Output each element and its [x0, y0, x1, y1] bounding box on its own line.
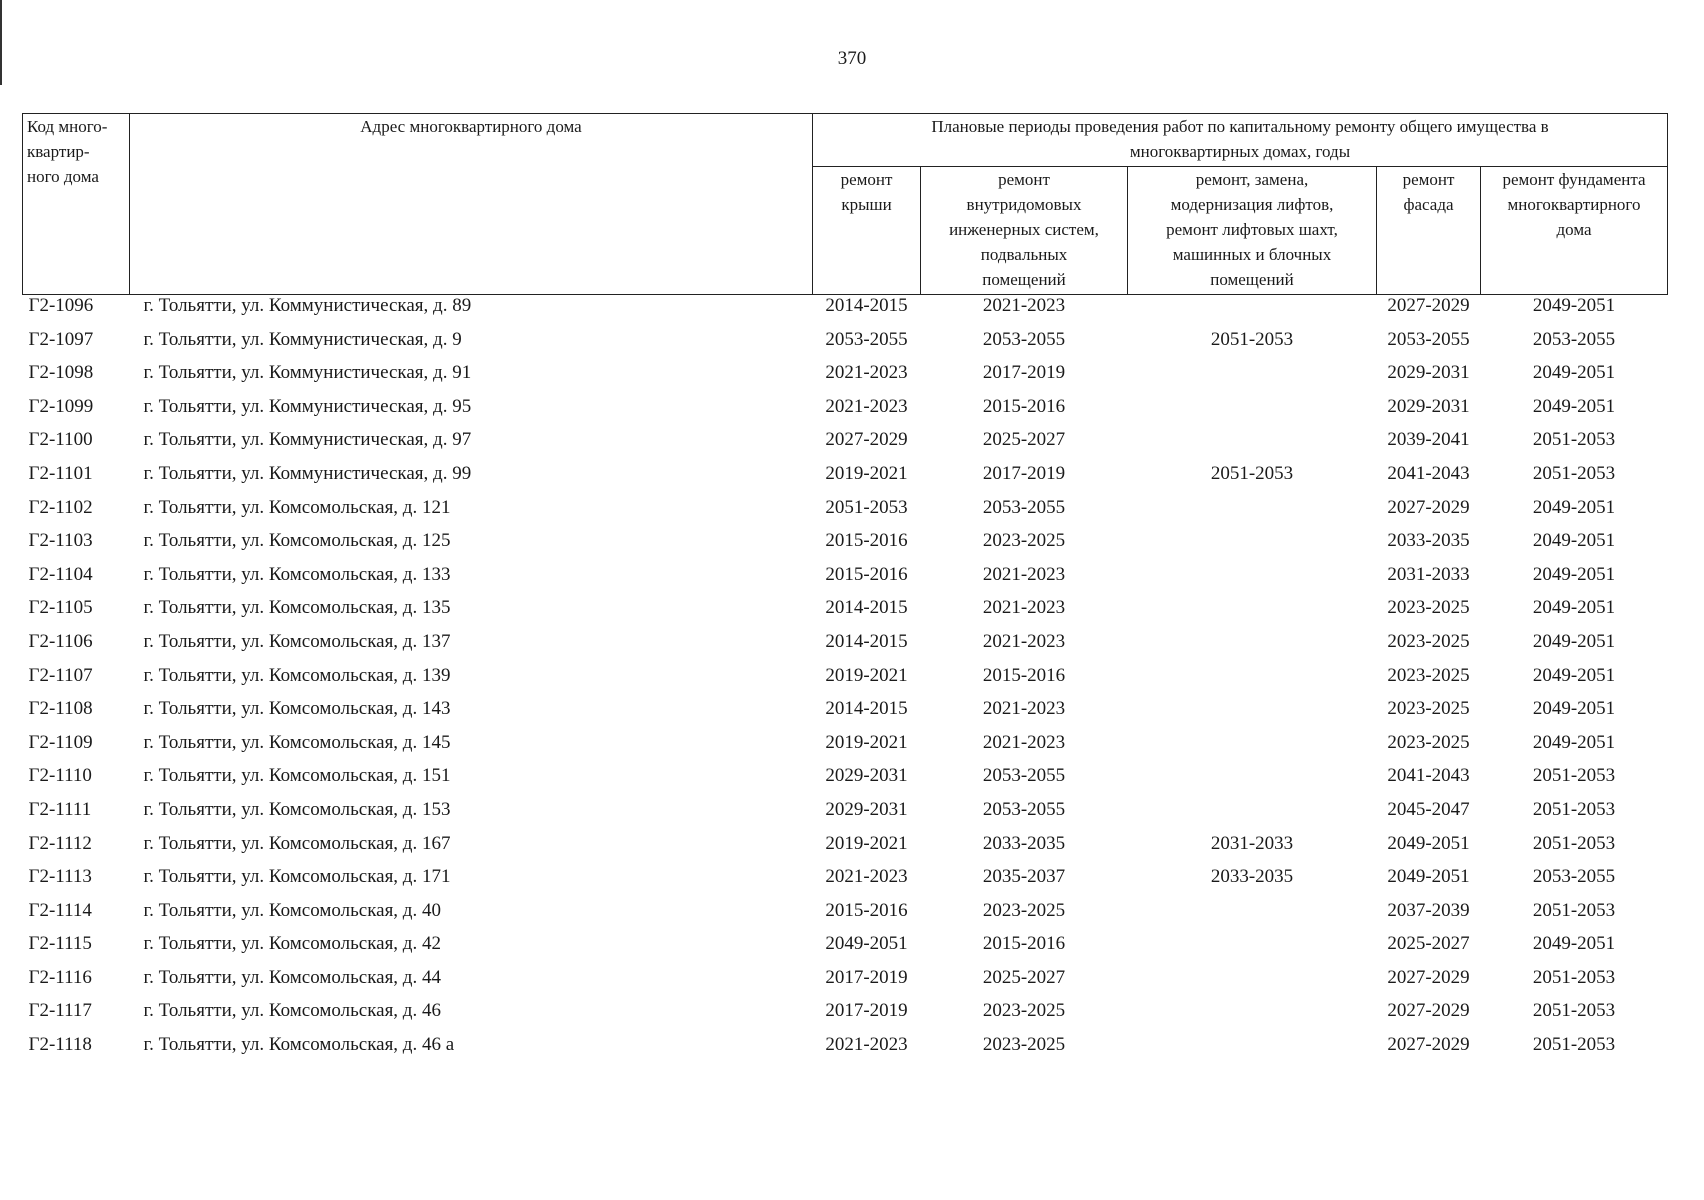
cell-code: Г2-1099 [28, 395, 94, 417]
cell-code: Г2-1100 [28, 429, 93, 451]
cell-roof: 2021-2023 [825, 395, 908, 417]
cell-foundation: 2053-2055 [1532, 866, 1616, 888]
cell-address: г. Тольятти, ул. Комсомольская, д. 46 а [143, 1034, 455, 1056]
cell-facade: 2053-2055 [1387, 328, 1470, 350]
cell-elevators [1128, 429, 1377, 463]
cell-engineering: 2025-2027 [982, 966, 1066, 988]
cell-address: г. Тольятти, ул. Коммунистическая, д. 91 [143, 362, 472, 384]
header-facade: ремонт фасада [1377, 167, 1481, 295]
cell-engineering: 2021-2023 [982, 597, 1066, 619]
table-row [23, 362, 1668, 396]
cell-roof: 2015-2016 [825, 530, 908, 552]
cell-address: г. Тольятти, ул. Комсомольская, д. 40 [143, 899, 441, 921]
cell-elevators [1128, 631, 1377, 665]
cell-code: Г2-1101 [28, 462, 93, 484]
cell-engineering: 2053-2055 [982, 798, 1066, 820]
cell-foundation: 2049-2051 [1532, 362, 1616, 384]
cell-facade: 2029-2031 [1387, 395, 1470, 417]
table-row [23, 765, 1668, 799]
cell-roof: 2019-2021 [825, 664, 908, 686]
cell-address: г. Тольятти, ул. Комсомольская, д. 133 [143, 563, 451, 585]
cell-elevators: 2033-2035 [1210, 866, 1294, 888]
cell-address: г. Тольятти, ул. Комсомольская, д. 153 [143, 798, 451, 820]
cell-foundation: 2049-2051 [1532, 664, 1616, 686]
cell-roof: 2014-2015 [825, 698, 908, 720]
table-row [23, 698, 1668, 732]
cell-foundation: 2051-2053 [1532, 899, 1616, 921]
cell-facade: 2023-2025 [1387, 664, 1470, 686]
cell-address: г. Тольятти, ул. Комсомольская, д. 125 [143, 530, 451, 552]
cell-foundation: 2049-2051 [1532, 496, 1616, 518]
cell-code: Г2-1111 [28, 798, 92, 820]
cell-elevators [1128, 799, 1377, 833]
cell-code: Г2-1117 [28, 1000, 92, 1022]
cell-engineering: 2023-2025 [982, 530, 1066, 552]
cell-roof: 2017-2019 [825, 966, 908, 988]
cell-engineering: 2053-2055 [982, 328, 1066, 350]
cell-roof: 2021-2023 [825, 1034, 908, 1056]
table-row [23, 631, 1668, 665]
cell-foundation: 2051-2053 [1532, 765, 1616, 787]
cell-elevators [1128, 1034, 1377, 1068]
cell-elevators: 2031-2033 [1210, 832, 1294, 854]
cell-facade: 2039-2041 [1387, 429, 1470, 451]
cell-facade: 2045-2047 [1387, 798, 1470, 820]
cell-address: г. Тольятти, ул. Коммунистическая, д. 89 [143, 295, 472, 316]
cell-engineering: 2023-2025 [982, 899, 1066, 921]
cell-foundation: 2051-2053 [1532, 1034, 1616, 1056]
cell-code: Г2-1102 [28, 496, 93, 518]
table-row [23, 497, 1668, 531]
cell-elevators [1128, 698, 1377, 732]
cell-elevators [1128, 933, 1377, 967]
cell-engineering: 2023-2025 [982, 1000, 1066, 1022]
cell-foundation: 2049-2051 [1532, 933, 1616, 955]
table-row [23, 967, 1668, 1001]
table-header [23, 114, 1668, 295]
table-row [23, 463, 1668, 497]
cell-engineering: 2015-2016 [982, 933, 1066, 955]
cell-roof: 2049-2051 [825, 933, 908, 955]
cell-code: Г2-1110 [28, 765, 92, 787]
cell-roof: 2014-2015 [825, 295, 908, 316]
cell-facade: 2033-2035 [1387, 530, 1470, 552]
cell-facade: 2041-2043 [1387, 462, 1470, 484]
cell-address: г. Тольятти, ул. Коммунистическая, д. 97 [143, 429, 472, 451]
header-roof: ремонт крыши [813, 167, 921, 295]
cell-foundation: 2051-2053 [1532, 1000, 1616, 1022]
table-row [23, 329, 1668, 363]
cell-facade: 2025-2027 [1387, 933, 1470, 955]
header-code: Код много- квартир- ного дома [23, 114, 130, 295]
cell-elevators [1128, 732, 1377, 766]
cell-address: г. Тольятти, ул. Комсомольская, д. 46 [143, 1000, 441, 1022]
cell-engineering: 2021-2023 [982, 698, 1066, 720]
cell-foundation: 2049-2051 [1532, 530, 1616, 552]
cell-engineering: 2015-2016 [982, 664, 1066, 686]
cell-engineering: 2021-2023 [982, 295, 1066, 316]
cell-elevators: 2051-2053 [1210, 328, 1294, 350]
cell-facade: 2049-2051 [1387, 866, 1470, 888]
header-address: Адрес многоквартирного дома [130, 114, 813, 295]
header-engineering: ремонт внутридомовых инженерных систем, подвальных помещений [921, 167, 1128, 295]
cell-elevators [1128, 1000, 1377, 1034]
cell-code: Г2-1112 [28, 832, 92, 854]
capital-repair-schedule-table [22, 113, 1668, 1068]
cell-facade: 2049-2051 [1387, 832, 1470, 854]
cell-foundation: 2051-2053 [1532, 832, 1616, 854]
cell-elevators [1128, 530, 1377, 564]
table-row [23, 1000, 1668, 1034]
cell-elevators [1128, 564, 1377, 598]
cell-facade: 2027-2029 [1387, 1000, 1470, 1022]
cell-foundation: 2051-2053 [1532, 966, 1616, 988]
cell-elevators [1128, 967, 1377, 1001]
table-row [23, 564, 1668, 598]
cell-facade: 2041-2043 [1387, 765, 1470, 787]
cell-facade: 2027-2029 [1387, 295, 1470, 316]
cell-facade: 2027-2029 [1387, 966, 1470, 988]
cell-address: г. Тольятти, ул. Комсомольская, д. 143 [143, 698, 451, 720]
cell-elevators [1128, 900, 1377, 934]
cell-facade: 2031-2033 [1387, 563, 1470, 585]
table-row [23, 732, 1668, 766]
cell-engineering: 2023-2025 [982, 1034, 1066, 1056]
cell-code: Г2-1113 [28, 866, 92, 888]
cell-facade: 2023-2025 [1387, 597, 1470, 619]
table-row [23, 933, 1668, 967]
table-row [23, 1034, 1668, 1068]
cell-code: Г2-1114 [28, 899, 92, 921]
cell-code: Г2-1115 [28, 933, 92, 955]
cell-elevators [1128, 597, 1377, 631]
cell-elevators [1128, 362, 1377, 396]
cell-roof: 2015-2016 [825, 563, 908, 585]
header-foundation: ремонт фундамента многоквартирного дома [1481, 167, 1668, 295]
cell-address: г. Тольятти, ул. Коммунистическая, д. 95 [143, 395, 472, 417]
cell-elevators [1128, 295, 1377, 329]
cell-code: Г2-1107 [28, 664, 93, 686]
table-row [23, 597, 1668, 631]
table-row [23, 833, 1668, 867]
cell-code: Г2-1118 [28, 1034, 92, 1056]
cell-address: г. Тольятти, ул. Комсомольская, д. 137 [143, 630, 451, 652]
cell-facade: 2027-2029 [1387, 496, 1470, 518]
cell-address: г. Тольятти, ул. Комсомольская, д. 139 [143, 664, 451, 686]
cell-elevators [1128, 396, 1377, 430]
cell-engineering: 2033-2035 [982, 832, 1066, 854]
cell-foundation: 2049-2051 [1532, 630, 1616, 652]
cell-address: г. Тольятти, ул. Комсомольская, д. 44 [143, 966, 441, 988]
table-row [23, 799, 1668, 833]
table-row [23, 900, 1668, 934]
table-row [23, 530, 1668, 564]
cell-foundation: 2051-2053 [1532, 462, 1616, 484]
cell-facade: 2029-2031 [1387, 362, 1470, 384]
cell-facade: 2023-2025 [1387, 630, 1470, 652]
scan-left-edge [0, 0, 2, 85]
cell-engineering: 2017-2019 [982, 462, 1066, 484]
cell-facade: 2023-2025 [1387, 731, 1470, 753]
cell-roof: 2019-2021 [825, 731, 908, 753]
cell-address: г. Тольятти, ул. Комсомольская, д. 151 [143, 765, 451, 787]
cell-engineering: 2015-2016 [982, 395, 1066, 417]
cell-code: Г2-1104 [28, 563, 93, 585]
cell-elevators [1128, 665, 1377, 699]
table-row [23, 665, 1668, 699]
cell-code: Г2-1116 [28, 966, 92, 988]
cell-roof: 2021-2023 [825, 362, 908, 384]
cell-roof: 2027-2029 [825, 429, 908, 451]
cell-foundation: 2049-2051 [1532, 395, 1616, 417]
cell-foundation: 2049-2051 [1532, 597, 1616, 619]
cell-code: Г2-1106 [28, 630, 93, 652]
cell-facade: 2027-2029 [1387, 1034, 1470, 1056]
cell-engineering: 2025-2027 [982, 429, 1066, 451]
cell-roof: 2014-2015 [825, 597, 908, 619]
header-elevators: ремонт, замена, модернизация лифтов, ремонт лифтовых шахт, машинных и блочных помещений [1128, 167, 1377, 295]
cell-foundation: 2051-2053 [1532, 429, 1616, 451]
cell-roof: 2053-2055 [825, 328, 908, 350]
cell-roof: 2021-2023 [825, 866, 908, 888]
cell-engineering: 2021-2023 [982, 630, 1066, 652]
cell-engineering: 2053-2055 [982, 765, 1066, 787]
cell-address: г. Тольятти, ул. Комсомольская, д. 167 [143, 832, 451, 854]
cell-foundation: 2049-2051 [1532, 698, 1616, 720]
cell-code: Г2-1105 [28, 597, 93, 619]
header-planned-periods: Плановые периоды проведения работ по капитальному ремонту общего имущества в многоквартирных домах, годы [813, 114, 1668, 167]
cell-elevators [1128, 497, 1377, 531]
cell-foundation: 2049-2051 [1532, 563, 1616, 585]
cell-roof: 2029-2031 [825, 798, 908, 820]
cell-code: Г2-1103 [28, 530, 93, 552]
cell-foundation: 2049-2051 [1532, 295, 1616, 316]
cell-roof: 2017-2019 [825, 1000, 908, 1022]
cell-elevators: 2051-2053 [1210, 462, 1294, 484]
cell-address: г. Тольятти, ул. Комсомольская, д. 145 [143, 731, 451, 753]
table-row [23, 429, 1668, 463]
cell-elevators [1128, 765, 1377, 799]
cell-facade: 2037-2039 [1387, 899, 1470, 921]
cell-roof: 2019-2021 [825, 832, 908, 854]
cell-engineering: 2017-2019 [982, 362, 1066, 384]
table-row [23, 866, 1668, 900]
cell-engineering: 2021-2023 [982, 563, 1066, 585]
cell-address: г. Тольятти, ул. Коммунистическая, д. 99 [143, 462, 472, 484]
cell-address: г. Тольятти, ул. Комсомольская, д. 121 [143, 496, 451, 518]
cell-code: Г2-1109 [28, 731, 93, 753]
cell-roof: 2014-2015 [825, 630, 908, 652]
cell-roof: 2051-2053 [825, 496, 908, 518]
cell-code: Г2-1098 [28, 362, 94, 384]
table-body [23, 295, 1668, 1068]
cell-roof: 2019-2021 [825, 462, 908, 484]
table-row [23, 295, 1668, 329]
cell-engineering: 2035-2037 [982, 866, 1066, 888]
table-row [23, 396, 1668, 430]
cell-address: г. Тольятти, ул. Комсомольская, д. 171 [143, 866, 451, 888]
cell-engineering: 2053-2055 [982, 496, 1066, 518]
cell-facade: 2023-2025 [1387, 698, 1470, 720]
page-number: 370 [837, 48, 867, 69]
cell-code: Г2-1108 [28, 698, 93, 720]
cell-code: Г2-1096 [28, 295, 94, 316]
cell-foundation: 2051-2053 [1532, 798, 1616, 820]
cell-address: г. Тольятти, ул. Комсомольская, д. 135 [143, 597, 451, 619]
cell-code: Г2-1097 [28, 328, 94, 350]
cell-foundation: 2053-2055 [1532, 328, 1616, 350]
cell-address: г. Тольятти, ул. Комсомольская, д. 42 [143, 933, 441, 955]
cell-address: г. Тольятти, ул. Коммунистическая, д. 9 [143, 328, 462, 350]
cell-roof: 2029-2031 [825, 765, 908, 787]
cell-foundation: 2049-2051 [1532, 731, 1616, 753]
cell-engineering: 2021-2023 [982, 731, 1066, 753]
cell-roof: 2015-2016 [825, 899, 908, 921]
